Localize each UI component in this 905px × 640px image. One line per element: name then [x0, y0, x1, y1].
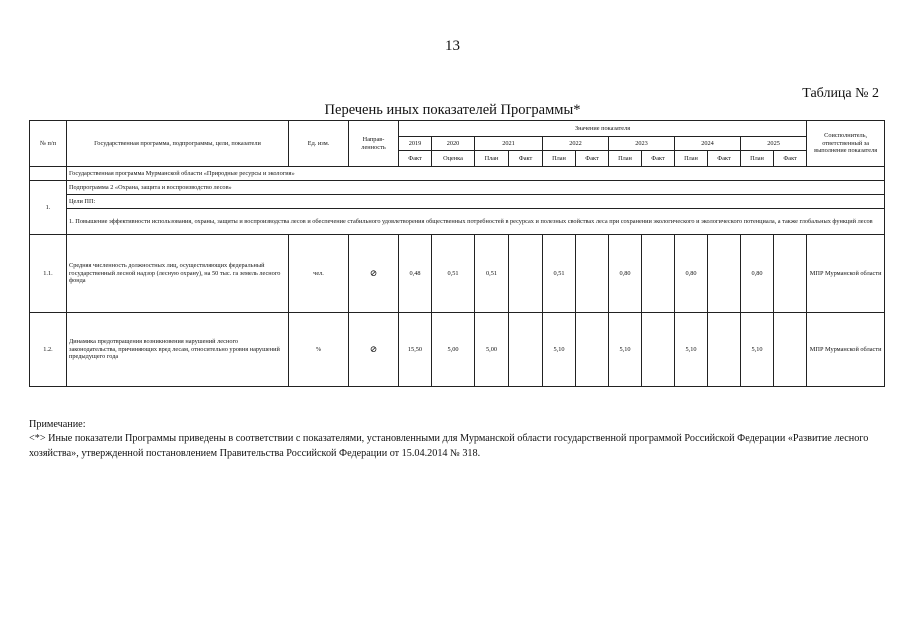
- sub-header: План: [609, 151, 642, 167]
- indicator-name: Динамика предотвращения возникновения нарушений лесного законодательства, причиняющих вред лесам, относительно уровня нарушений предыдущего года: [67, 313, 289, 387]
- value-cell: [642, 235, 675, 313]
- value-cell: 5,10: [741, 313, 774, 387]
- header-name: Государственная программа, подпрограммы, цели, показатели: [67, 121, 289, 167]
- value-cell: 0,51: [432, 235, 475, 313]
- value-cell: [576, 235, 609, 313]
- sub-header: Факт: [642, 151, 675, 167]
- value-cell: [774, 313, 807, 387]
- responsible-cell: МПР Мурманской области: [807, 313, 885, 387]
- indicator-number: 1.1.: [30, 235, 67, 313]
- sub-header: План: [475, 151, 509, 167]
- goal-text: 1. Повышение эффективности использования, охраны, защиты и воспроизводства лесов и обеспечение стабильного удовлетворения общественных потребностей в ресурсах и полезных свойствах леса при сохранении экологического и экологического потенциала, а также глобальных функций лесов: [67, 209, 885, 235]
- value-cell: [509, 313, 543, 387]
- table-row: [30, 313, 885, 387]
- value-cell: [509, 235, 543, 313]
- document-title: Перечень иных показателей Программы*: [324, 102, 581, 118]
- sub-header: Факт: [774, 151, 807, 167]
- sub-header: План: [543, 151, 576, 167]
- year-header: 2023: [609, 137, 675, 151]
- value-cell: 0,80: [609, 235, 642, 313]
- value-cell: 0,80: [675, 235, 708, 313]
- value-cell: [642, 313, 675, 387]
- sub-header: Факт: [399, 151, 432, 167]
- indicators-table: [29, 120, 885, 387]
- header-values-group: Значение показателя: [399, 121, 807, 137]
- indicator-number: 1.2.: [30, 313, 67, 387]
- sub-header: Факт: [576, 151, 609, 167]
- direction-icon: ⊘: [349, 235, 399, 313]
- sub-header: Факт: [708, 151, 741, 167]
- value-cell: 15,50: [399, 313, 432, 387]
- direction-icon: ⊘: [349, 313, 399, 387]
- subprogram-row: Подпрограмма 2 «Охрана, защита и воспроизводство лесов»: [67, 181, 885, 195]
- section-number: 1.: [30, 181, 67, 235]
- footnote-text: <*> Иные показатели Программы приведены в соответствии с показателями, установленными для Мурманской области государственной программой Российской Федерации «Развитие лесного хозяйства», утвержденной постановлением Правительства Российской Федерации от 15.04.2014 № 318.: [29, 433, 869, 459]
- value-cell: 0,48: [399, 235, 432, 313]
- program-row: Государственная программа Мурманской области «Природные ресурсы и экология»: [67, 167, 885, 181]
- value-cell: [708, 235, 741, 313]
- footnote-heading: Примечание:: [29, 419, 86, 430]
- value-cell: [774, 235, 807, 313]
- sub-header: Оценка: [432, 151, 475, 167]
- indicator-unit: %: [289, 313, 349, 387]
- value-cell: [576, 313, 609, 387]
- header-direction: Направ- ленность: [349, 121, 399, 167]
- page-number: 13: [445, 38, 460, 54]
- value-cell: 0,51: [543, 235, 576, 313]
- year-header: 2019: [399, 137, 432, 151]
- sub-header: План: [741, 151, 774, 167]
- footnote: [29, 418, 879, 461]
- header-num: № п/п: [30, 121, 67, 167]
- responsible-cell: МПР Мурманской области: [807, 235, 885, 313]
- table-row: [30, 235, 885, 313]
- value-cell: [708, 313, 741, 387]
- year-header: 2022: [543, 137, 609, 151]
- sub-header: Факт: [509, 151, 543, 167]
- value-cell: 5,00: [432, 313, 475, 387]
- goals-label: Цели ПП:: [67, 195, 885, 209]
- table-label: Таблица № 2: [802, 86, 879, 101]
- indicator-unit: чел.: [289, 235, 349, 313]
- header-responsible: Соисполнитель, ответственный за выполнение показателя: [807, 121, 885, 167]
- value-cell: 5,10: [609, 313, 642, 387]
- year-header: 2025: [741, 137, 807, 151]
- value-cell: 0,80: [741, 235, 774, 313]
- value-cell: 5,00: [475, 313, 509, 387]
- value-cell: 5,10: [543, 313, 576, 387]
- year-header: 2021: [475, 137, 543, 151]
- header-unit: Ед. изм.: [289, 121, 349, 167]
- indicator-name: Средняя численность должностных лиц, осуществляющих федеральный государственный лесной надзор (лесную охрану), на 50 тыс. га земель лесного фонда: [67, 235, 289, 313]
- empty-cell: [30, 167, 67, 181]
- value-cell: 5,10: [675, 313, 708, 387]
- year-header: 2020: [432, 137, 475, 151]
- sub-header: План: [675, 151, 708, 167]
- value-cell: 0,51: [475, 235, 509, 313]
- year-header: 2024: [675, 137, 741, 151]
